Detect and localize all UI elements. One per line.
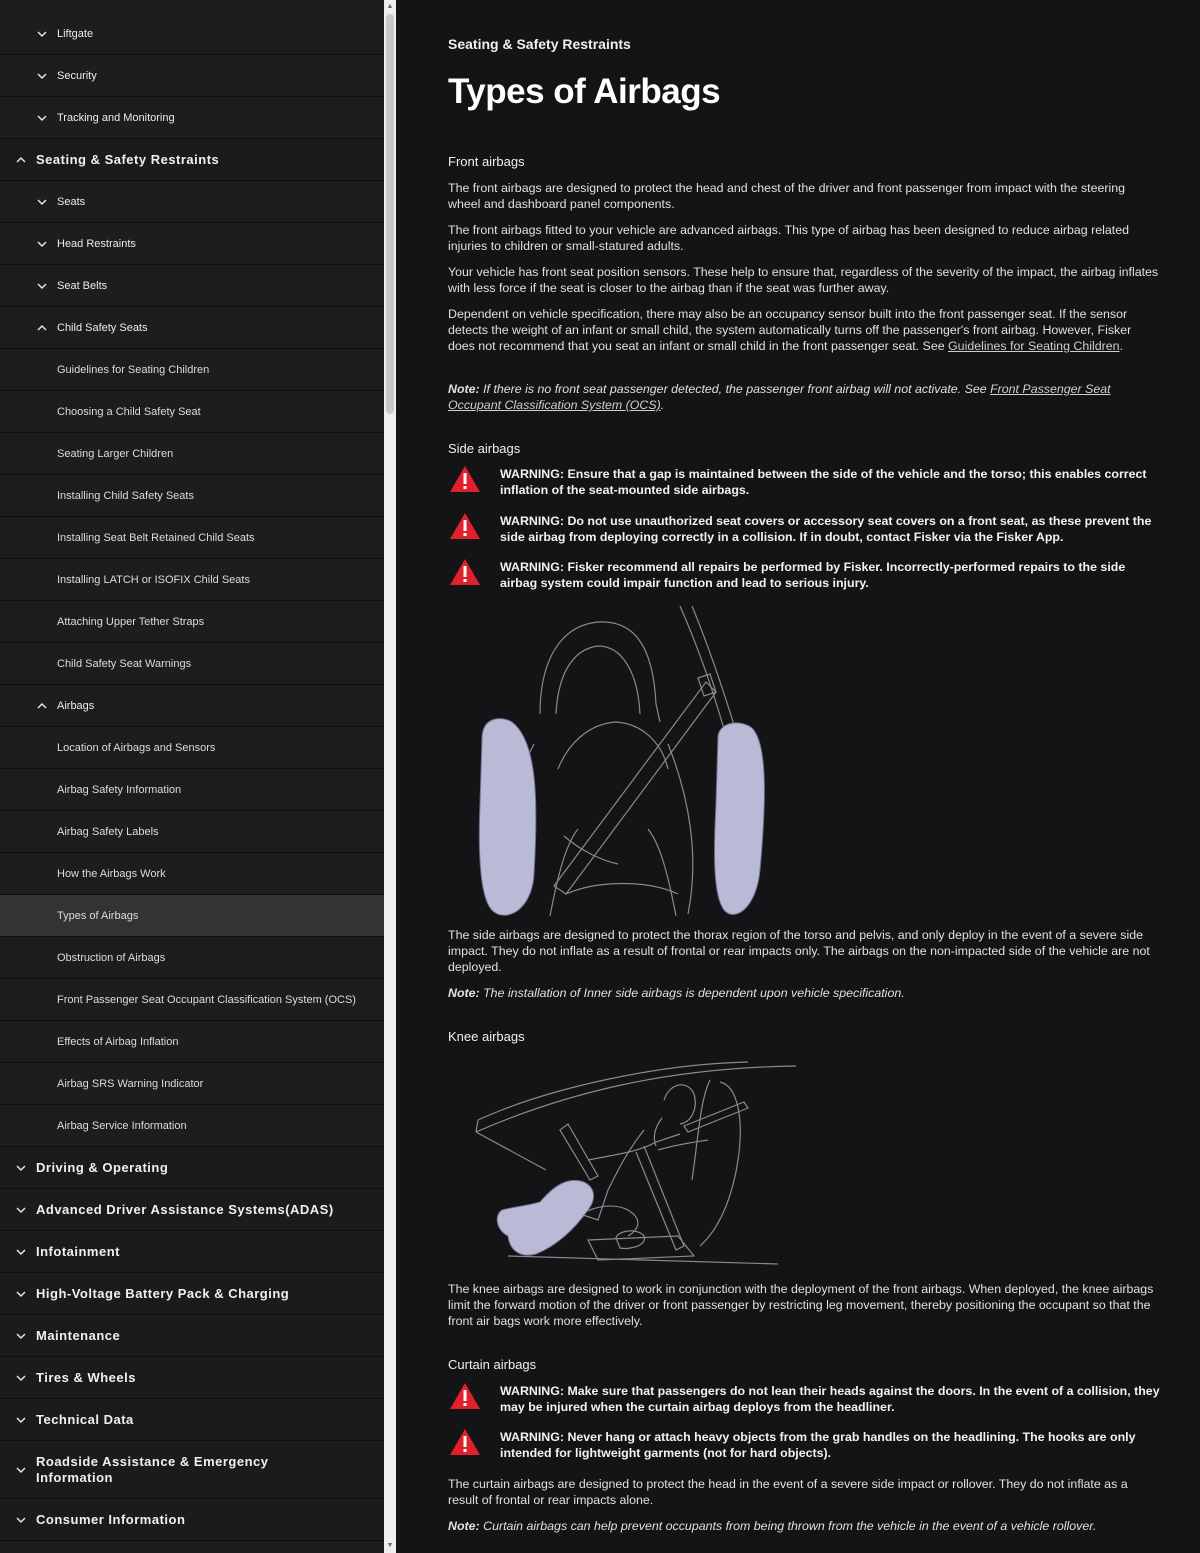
- sidebar-item-label: Infotainment: [36, 1243, 120, 1259]
- ocs-link[interactable]: Front Passenger Seat Occupant Classification System (OCS): [448, 382, 1111, 412]
- warning-icon: [448, 511, 482, 541]
- sidebar-item-label: Maintenance: [36, 1327, 121, 1343]
- front-airbags-paragraph-4-end: .: [1119, 339, 1124, 353]
- curtain-warning-1-text: WARNING: Make sure that passengers do not lean their heads against the doors. In the event of a collision, they may be injured when the curtain airbag deploys from the headliner.: [500, 1384, 1160, 1414]
- sidebar-item-label: Child Safety Seats: [57, 321, 148, 334]
- sidebar-item-label: Consumer Information: [36, 1511, 186, 1527]
- sidebar-item-airbags[interactable]: [0, 685, 384, 727]
- front-airbags-note-text: If there is no front seat passenger detected, the passenger front airbag will not activate. See: [479, 382, 991, 396]
- warning-icon: [448, 557, 482, 587]
- sidebar-item-label: Airbags: [57, 699, 95, 712]
- sidebar-item-installing-seat-belt-retained-child-seats[interactable]: [0, 517, 384, 559]
- curtain-warning-1: [448, 1383, 1162, 1415]
- sidebar-nav: [0, 0, 384, 1553]
- chevron-down-icon[interactable]: [35, 237, 49, 251]
- sidebar-item-label: Obstruction of Airbags: [57, 951, 166, 964]
- warning-icon: [448, 464, 482, 494]
- sidebar-item-front-passenger-seat-occupant-classification-system-ocs[interactable]: [0, 979, 384, 1021]
- knee-airbags-heading: Knee airbags: [448, 1029, 525, 1044]
- sidebar-item-label: Front Passenger Seat Occupant Classification System (OCS): [57, 993, 356, 1006]
- guidelines-seating-children-link[interactable]: Guidelines for Seating Children: [948, 339, 1120, 353]
- sidebar-item-label: Security: [57, 69, 97, 82]
- warning-icon: [448, 1427, 482, 1457]
- sidebar-item-installing-latch-or-isofix-child-seats[interactable]: [0, 559, 384, 601]
- sidebar-item-label: Installing LATCH or ISOFIX Child Seats: [57, 573, 250, 586]
- sidebar-item-label: Tires & Wheels: [36, 1369, 136, 1385]
- sidebar-item-effects-of-airbag-inflation[interactable]: [0, 1021, 384, 1063]
- sidebar-item-seating-safety-restraints[interactable]: [0, 139, 384, 181]
- sidebar-item-label: Installing Seat Belt Retained Child Seats: [57, 531, 255, 544]
- sidebar-item-airbag-service-information[interactable]: [0, 1105, 384, 1147]
- sidebar-item-tracking-and-monitoring[interactable]: [0, 97, 384, 139]
- chevron-down-icon[interactable]: [35, 69, 49, 83]
- chevron-down-icon[interactable]: [14, 1161, 28, 1175]
- sidebar-item-how-the-airbags-work[interactable]: [0, 853, 384, 895]
- side-airbags-paragraph: The side airbags are designed to protect the thorax region of the torso and pelvis, and only deploy in the event of a severe side impact. They do not inflate as a result of frontal or rear impacts only. The airbags on the non-impacted side of the vehicle are not deployed.: [448, 928, 1150, 974]
- chevron-down-icon[interactable]: [14, 1413, 28, 1427]
- sidebar-item-label: Installing Child Safety Seats: [57, 489, 194, 502]
- sidebar-item-label: Technical Data: [36, 1411, 134, 1427]
- sidebar-item-label: Effects of Airbag Inflation: [57, 1035, 179, 1048]
- sidebar-item-obstruction-of-airbags[interactable]: [0, 937, 384, 979]
- chevron-down-icon[interactable]: [35, 279, 49, 293]
- sidebar-item-consumer-information[interactable]: [0, 1499, 384, 1541]
- sidebar-item-seats[interactable]: [0, 181, 384, 223]
- sidebar-item-label: Airbag Safety Labels: [57, 825, 159, 838]
- sidebar-item-label: Seats: [57, 195, 86, 208]
- knee-airbags-illustration: [448, 1060, 804, 1268]
- sidebar-item-roadside-assistance-emergency-information[interactable]: [0, 1441, 384, 1499]
- breadcrumb[interactable]: Seating & Safety Restraints: [448, 36, 631, 52]
- chevron-down-icon[interactable]: [14, 1513, 28, 1527]
- side-warning-3-text: WARNING: Fisker recommend all repairs be performed by Fisker. Incorrectly-performed repairs to the side airbag system could impair function and lead to serious injury.: [500, 560, 1126, 590]
- sidebar-item-types-of-airbags[interactable]: [0, 895, 384, 937]
- chevron-down-icon[interactable]: [35, 195, 49, 209]
- sidebar-item-technical-data[interactable]: [0, 1399, 384, 1441]
- front-airbags-paragraph-2: The front airbags fitted to your vehicle are advanced airbags. This type of airbag has been designed to reduce airbag related injuries to children or small-statured adults.: [448, 223, 1129, 253]
- sidebar-item-attaching-upper-tether-straps[interactable]: [0, 601, 384, 643]
- chevron-down-icon[interactable]: [14, 1203, 28, 1217]
- sidebar-item-infotainment[interactable]: [0, 1231, 384, 1273]
- front-airbags-heading: Front airbags: [448, 154, 525, 169]
- chevron-down-icon[interactable]: [14, 1371, 28, 1385]
- scroll-down-icon[interactable]: ▼: [386, 1542, 394, 1549]
- sidebar-item-label: Seating Larger Children: [57, 447, 174, 460]
- sidebar-item-guidelines-for-seating-children[interactable]: [0, 349, 384, 391]
- sidebar-item-label: High-Voltage Battery Pack & Charging: [36, 1285, 290, 1301]
- chevron-down-icon[interactable]: [35, 111, 49, 125]
- sidebar-item-head-restraints[interactable]: [0, 223, 384, 265]
- sidebar-item-airbag-safety-information[interactable]: [0, 769, 384, 811]
- sidebar-item-child-safety-seat-warnings[interactable]: [0, 643, 384, 685]
- curtain-airbags-note: [448, 1518, 1160, 1534]
- page-title: Types of Airbags: [448, 72, 721, 111]
- sidebar-scrollbar[interactable]: [384, 0, 396, 1553]
- sidebar-item-location-of-airbags-and-sensors[interactable]: [0, 727, 384, 769]
- sidebar-item-liftgate[interactable]: [0, 13, 384, 55]
- sidebar-item-label: Driving & Operating: [36, 1159, 169, 1175]
- sidebar-item-airbag-srs-warning-indicator[interactable]: [0, 1063, 384, 1105]
- sidebar-item-label: Types of Airbags: [57, 909, 139, 922]
- side-warning-1-text: WARNING: Ensure that a gap is maintained between the side of the vehicle and the torso; this enables correct inflation of the seat-mounted side airbags.: [500, 467, 1147, 497]
- sidebar-item-seating-larger-children[interactable]: [0, 433, 384, 475]
- curtain-warning-2-text: WARNING: Never hang or attach heavy objects from the grab handles on the headlining. The hooks are only intended for lightweight garments (not for hard objects).: [500, 1430, 1136, 1460]
- sidebar-item-driving-operating[interactable]: [0, 1147, 384, 1189]
- sidebar-item-maintenance[interactable]: [0, 1315, 384, 1357]
- sidebar-item-installing-child-safety-seats[interactable]: [0, 475, 384, 517]
- sidebar-item-label: Head Restraints: [57, 237, 136, 250]
- knee-airbags-paragraph: The knee airbags are designed to work in conjunction with the deployment of the front airbags. When deployed, the knee airbags limit the forward motion of the driver or front passenger by restricting leg movement, thereby positioning the occupant so that the front air bags work more effectively.: [448, 1282, 1154, 1328]
- chevron-up-icon[interactable]: [35, 321, 49, 335]
- sidebar-item-tires-wheels[interactable]: [0, 1357, 384, 1399]
- sidebar-item-label: Airbag Service Information: [57, 1119, 187, 1132]
- side-warning-1: [448, 466, 1162, 498]
- chevron-down-icon[interactable]: [14, 1287, 28, 1301]
- side-warning-3: [448, 559, 1162, 591]
- sidebar-item-label: Airbag Safety Information: [57, 783, 182, 796]
- sidebar-item-label: Airbag SRS Warning Indicator: [57, 1077, 204, 1090]
- sidebar-item-label: Choosing a Child Safety Seat: [57, 405, 201, 418]
- curtain-warning-2: [448, 1429, 1162, 1461]
- warning-icon: [448, 1381, 482, 1411]
- sidebar-item-label: Tracking and Monitoring: [57, 111, 175, 124]
- sidebar-item-advanced-driver-assistance-systems-adas[interactable]: [0, 1189, 384, 1231]
- front-airbags-note: [448, 381, 1160, 413]
- sidebar-item-label: How the Airbags Work: [57, 867, 166, 880]
- scrollbar-thumb[interactable]: [386, 14, 394, 414]
- chevron-up-icon[interactable]: [35, 699, 49, 713]
- front-airbags-paragraph-1: The front airbags are designed to protect the head and chest of the driver and front passenger from impact with the steering wheel and dashboard panel components.: [448, 181, 1126, 211]
- scroll-up-icon[interactable]: ▲: [386, 3, 394, 10]
- sidebar-item-label: Location of Airbags and Sensors: [57, 741, 216, 754]
- chevron-up-icon[interactable]: [14, 153, 28, 167]
- side-airbags-illustration: [448, 604, 778, 922]
- front-airbags-paragraph-4-text: Dependent on vehicle specification, there may also be an occupancy sensor built into the front passenger seat. If the sensor detects the weight of an infant or small child, the system automatically turns off the passenger's front airbag. However, Fisker does not recommend that you seat an infant or small child in the front passenger seat. See: [448, 307, 1132, 353]
- sidebar-item-label: Child Safety Seat Warnings: [57, 657, 192, 670]
- chevron-down-icon[interactable]: [14, 1245, 28, 1259]
- front-airbags-paragraph-4: [448, 306, 1160, 354]
- side-warning-2: [448, 513, 1162, 545]
- main-content: [396, 0, 1200, 1553]
- curtain-airbags-paragraph: The curtain airbags are designed to protect the head in the event of a severe side impact or rollover. They do not inflate as a result of frontal or rear impacts alone.: [448, 1477, 1128, 1507]
- note-label: Note:: [448, 986, 480, 1000]
- curtain-airbags-note-text: Curtain airbags can help prevent occupants from being thrown from the vehicle in the event of a vehicle rollover.: [479, 1519, 1097, 1533]
- side-airbags-note: [448, 985, 1160, 1001]
- front-airbags-note-end: .: [660, 398, 665, 412]
- sidebar-item-high-voltage-battery-pack-charging[interactable]: [0, 1273, 384, 1315]
- sidebar-item-child-safety-seats[interactable]: [0, 307, 384, 349]
- chevron-down-icon[interactable]: [14, 1329, 28, 1343]
- sidebar-item-label: Guidelines for Seating Children: [57, 363, 210, 376]
- sidebar-item-security[interactable]: [0, 55, 384, 97]
- sidebar-item-label: Roadside Assistance & Emergency Information: [36, 1453, 269, 1485]
- chevron-down-icon[interactable]: [14, 1463, 28, 1477]
- sidebar-item-seat-belts[interactable]: [0, 265, 384, 307]
- sidebar-item-label: Liftgate: [57, 27, 94, 40]
- curtain-airbags-heading: Curtain airbags: [448, 1357, 537, 1372]
- sidebar-item-label: Seating & Safety Restraints: [36, 151, 220, 167]
- sidebar-item-label: Seat Belts: [57, 279, 108, 292]
- sidebar-item-label: Attaching Upper Tether Straps: [57, 615, 205, 628]
- note-label: Note:: [448, 1519, 480, 1533]
- chevron-down-icon[interactable]: [35, 27, 49, 41]
- side-airbags-heading: Side airbags: [448, 441, 521, 456]
- side-warning-2-text: WARNING: Do not use unauthorized seat covers or accessory seat covers on a front seat, as these prevent the side airbag from deploying correctly in a collision. If in doubt, contact Fisker via the Fisker App.: [500, 514, 1152, 544]
- sidebar-item-airbag-safety-labels[interactable]: [0, 811, 384, 853]
- side-airbags-note-text: The installation of Inner side airbags is dependent upon vehicle specification.: [479, 986, 905, 1000]
- front-airbags-paragraph-3: Your vehicle has front seat position sensors. These help to ensure that, regardless of the severity of the impact, the airbag inflates with less force if the seat is closer to the airbag than if the seat was further away.: [448, 265, 1159, 295]
- sidebar-item-label: Advanced Driver Assistance Systems(ADAS): [36, 1201, 334, 1217]
- note-label: Note:: [448, 382, 480, 396]
- sidebar-item-choosing-a-child-safety-seat[interactable]: [0, 391, 384, 433]
